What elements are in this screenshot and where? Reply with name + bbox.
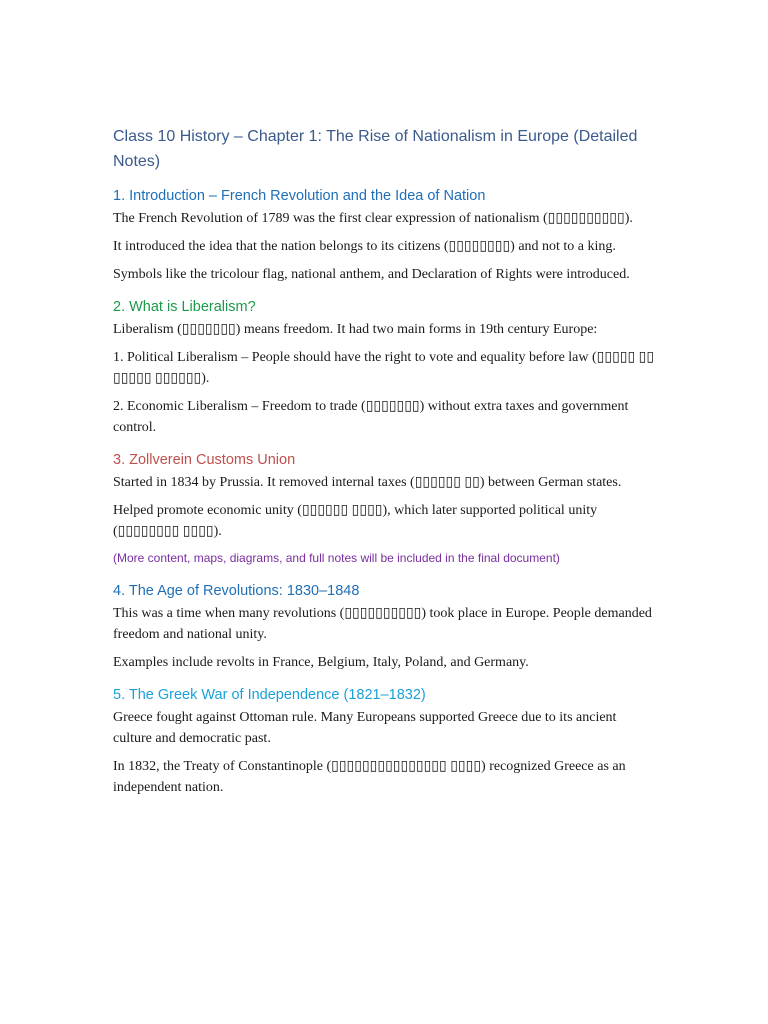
section-heading: 1. Introduction – French Revolution and the Idea of Nation <box>113 188 486 204</box>
section-zollverein <box>113 450 658 542</box>
paragraph: Started in 1834 by Prussia. It removed internal taxes (▯▯▯▯▯▯ ▯▯) between German states. <box>113 475 622 490</box>
section-introduction <box>113 186 658 285</box>
section-liberalism <box>113 297 658 438</box>
placeholder-note: (More content, maps, diagrams, and full notes will be included in the final document) <box>113 551 560 565</box>
paragraph: This was a time when many revolutions (▯▯▯▯▯▯▯▯▯▯) took place in Europe. People demanded freedom and national unity. <box>113 606 652 642</box>
paragraph: Examples include revolts in France, Belgium, Italy, Poland, and Germany. <box>113 655 529 670</box>
paragraph: It introduced the idea that the nation belongs to its citizens (▯▯▯▯▯▯▯▯) and not to a king. <box>113 239 616 254</box>
section-greek-war <box>113 685 658 798</box>
paragraph: 1. Political Liberalism – People should have the right to vote and equality before law (▯▯▯▯▯ ▯▯ ▯▯▯▯▯ ▯▯▯▯▯▯). <box>113 350 655 386</box>
document-page <box>113 124 658 805</box>
paragraph: In 1832, the Treaty of Constantinople (▯▯▯▯▯▯▯▯▯▯▯▯▯▯▯ ▯▯▯▯) recognized Greece as an independent nation. <box>113 759 626 795</box>
section-heading: 4. The Age of Revolutions: 1830–1848 <box>113 583 360 599</box>
paragraph: Symbols like the tricolour flag, national anthem, and Declaration of Rights were introduced. <box>113 267 630 282</box>
section-heading: 2. What is Liberalism? <box>113 299 256 315</box>
paragraph: Greece fought against Ottoman rule. Many Europeans supported Greece due to its ancient culture and democratic past. <box>113 710 617 746</box>
paragraph: Liberalism (▯▯▯▯▯▯▯) means freedom. It had two main forms in 19th century Europe: <box>113 322 598 337</box>
paragraph: 2. Economic Liberalism – Freedom to trade (▯▯▯▯▯▯▯) without extra taxes and government control. <box>113 399 629 435</box>
document-title: Class 10 History – Chapter 1: The Rise of Nationalism in Europe (Detailed Notes) <box>113 128 638 170</box>
section-heading: 3. Zollverein Customs Union <box>113 452 296 468</box>
paragraph: Helped promote economic unity (▯▯▯▯▯▯ ▯▯▯▯), which later supported political unity (▯▯▯▯▯▯▯▯ ▯▯▯▯). <box>113 503 598 539</box>
section-heading: 5. The Greek War of Independence (1821–1832) <box>113 687 426 703</box>
section-age-of-revolutions <box>113 581 658 673</box>
paragraph: The French Revolution of 1789 was the first clear expression of nationalism (▯▯▯▯▯▯▯▯▯▯). <box>113 211 633 226</box>
